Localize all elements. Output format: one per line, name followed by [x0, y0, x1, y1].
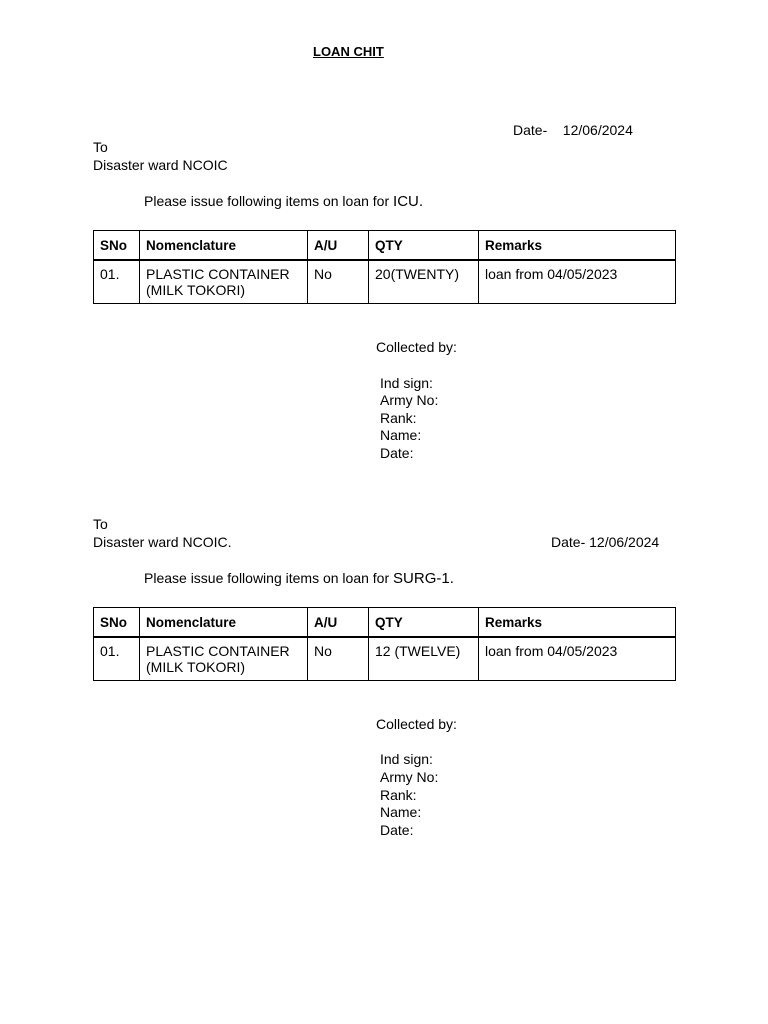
chit-2-field-army-no: Army No: — [380, 769, 439, 785]
chit-2-items-table — [93, 607, 676, 681]
cell-sno: 01. — [94, 637, 140, 680]
cell-qty: 12 (TWELVE) — [369, 637, 479, 680]
table-row — [94, 260, 676, 303]
chit-1-date — [513, 122, 633, 139]
chit-1-addressee: Disaster ward NCOIC — [93, 157, 228, 173]
chit-2-collected-by: Collected by: — [376, 716, 457, 732]
cell-nomenclature-line1: PLASTIC CONTAINER — [146, 643, 290, 659]
chit-2-date-value: 12/06/2024 — [589, 534, 660, 550]
col-header-remarks: Remarks — [479, 231, 676, 261]
chit-1-field-name: Name: — [380, 427, 422, 443]
chit-2-issue-text: Please issue following items on loan for — [144, 570, 390, 586]
chit-2-field-ind-sign: Ind sign: — [380, 751, 433, 767]
chit-1-date-value: 12/06/2024 — [562, 122, 633, 138]
chit-2-addressee: Disaster ward NCOIC. — [93, 534, 232, 550]
chit-1-date-label: Date- — [513, 122, 548, 138]
chit-2-to: To — [93, 516, 108, 532]
col-header-qty: QTY — [369, 231, 479, 261]
chit-1-place: ICU. — [393, 193, 424, 210]
cell-nomenclature-line1: PLASTIC CONTAINER — [146, 266, 290, 282]
chit-2-date — [551, 534, 659, 551]
cell-au: No — [308, 637, 369, 680]
cell-nomenclature-line2: (MILK TOKORI) — [146, 282, 246, 298]
cell-nomenclature-line2: (MILK TOKORI) — [146, 659, 246, 675]
chit-2-field-date: Date: — [380, 822, 414, 838]
cell-qty: 20(TWENTY) — [369, 260, 479, 303]
chit-1-issue-text: Please issue following items on loan for — [144, 193, 390, 209]
cell-nomenclature — [140, 260, 308, 303]
col-header-sno: SNo — [94, 231, 140, 261]
chit-2-issue-line — [144, 570, 454, 587]
chit-1-field-rank: Rank: — [380, 410, 417, 426]
table-header-row — [94, 608, 676, 638]
chit-1-to: To — [93, 139, 108, 155]
col-header-remarks: Remarks — [479, 608, 676, 638]
chit-2-place: SURG-1. — [393, 570, 454, 587]
cell-nomenclature — [140, 637, 308, 680]
cell-remarks: loan from 04/05/2023 — [479, 637, 676, 680]
chit-1-collected-by: Collected by: — [376, 339, 457, 355]
col-header-nomenclature: Nomenclature — [140, 608, 308, 638]
chit-1-field-date: Date: — [380, 445, 414, 461]
table-header-row — [94, 231, 676, 261]
chit-2-field-name: Name: — [380, 804, 422, 820]
table-row — [94, 637, 676, 680]
chit-1-items-table — [93, 230, 676, 304]
col-header-nomenclature: Nomenclature — [140, 231, 308, 261]
cell-sno: 01. — [94, 260, 140, 303]
col-header-qty: QTY — [369, 608, 479, 638]
chit-2-field-rank: Rank: — [380, 787, 417, 803]
col-header-au: A/U — [308, 231, 369, 261]
chit-2-date-label: Date- — [551, 534, 586, 550]
document-title: LOAN CHIT — [313, 44, 384, 59]
chit-1-issue-line — [144, 193, 423, 210]
chit-1-field-ind-sign: Ind sign: — [380, 375, 433, 391]
col-header-sno: SNo — [94, 608, 140, 638]
chit-1-field-army-no: Army No: — [380, 392, 439, 408]
cell-au: No — [308, 260, 369, 303]
col-header-au: A/U — [308, 608, 369, 638]
cell-remarks: loan from 04/05/2023 — [479, 260, 676, 303]
